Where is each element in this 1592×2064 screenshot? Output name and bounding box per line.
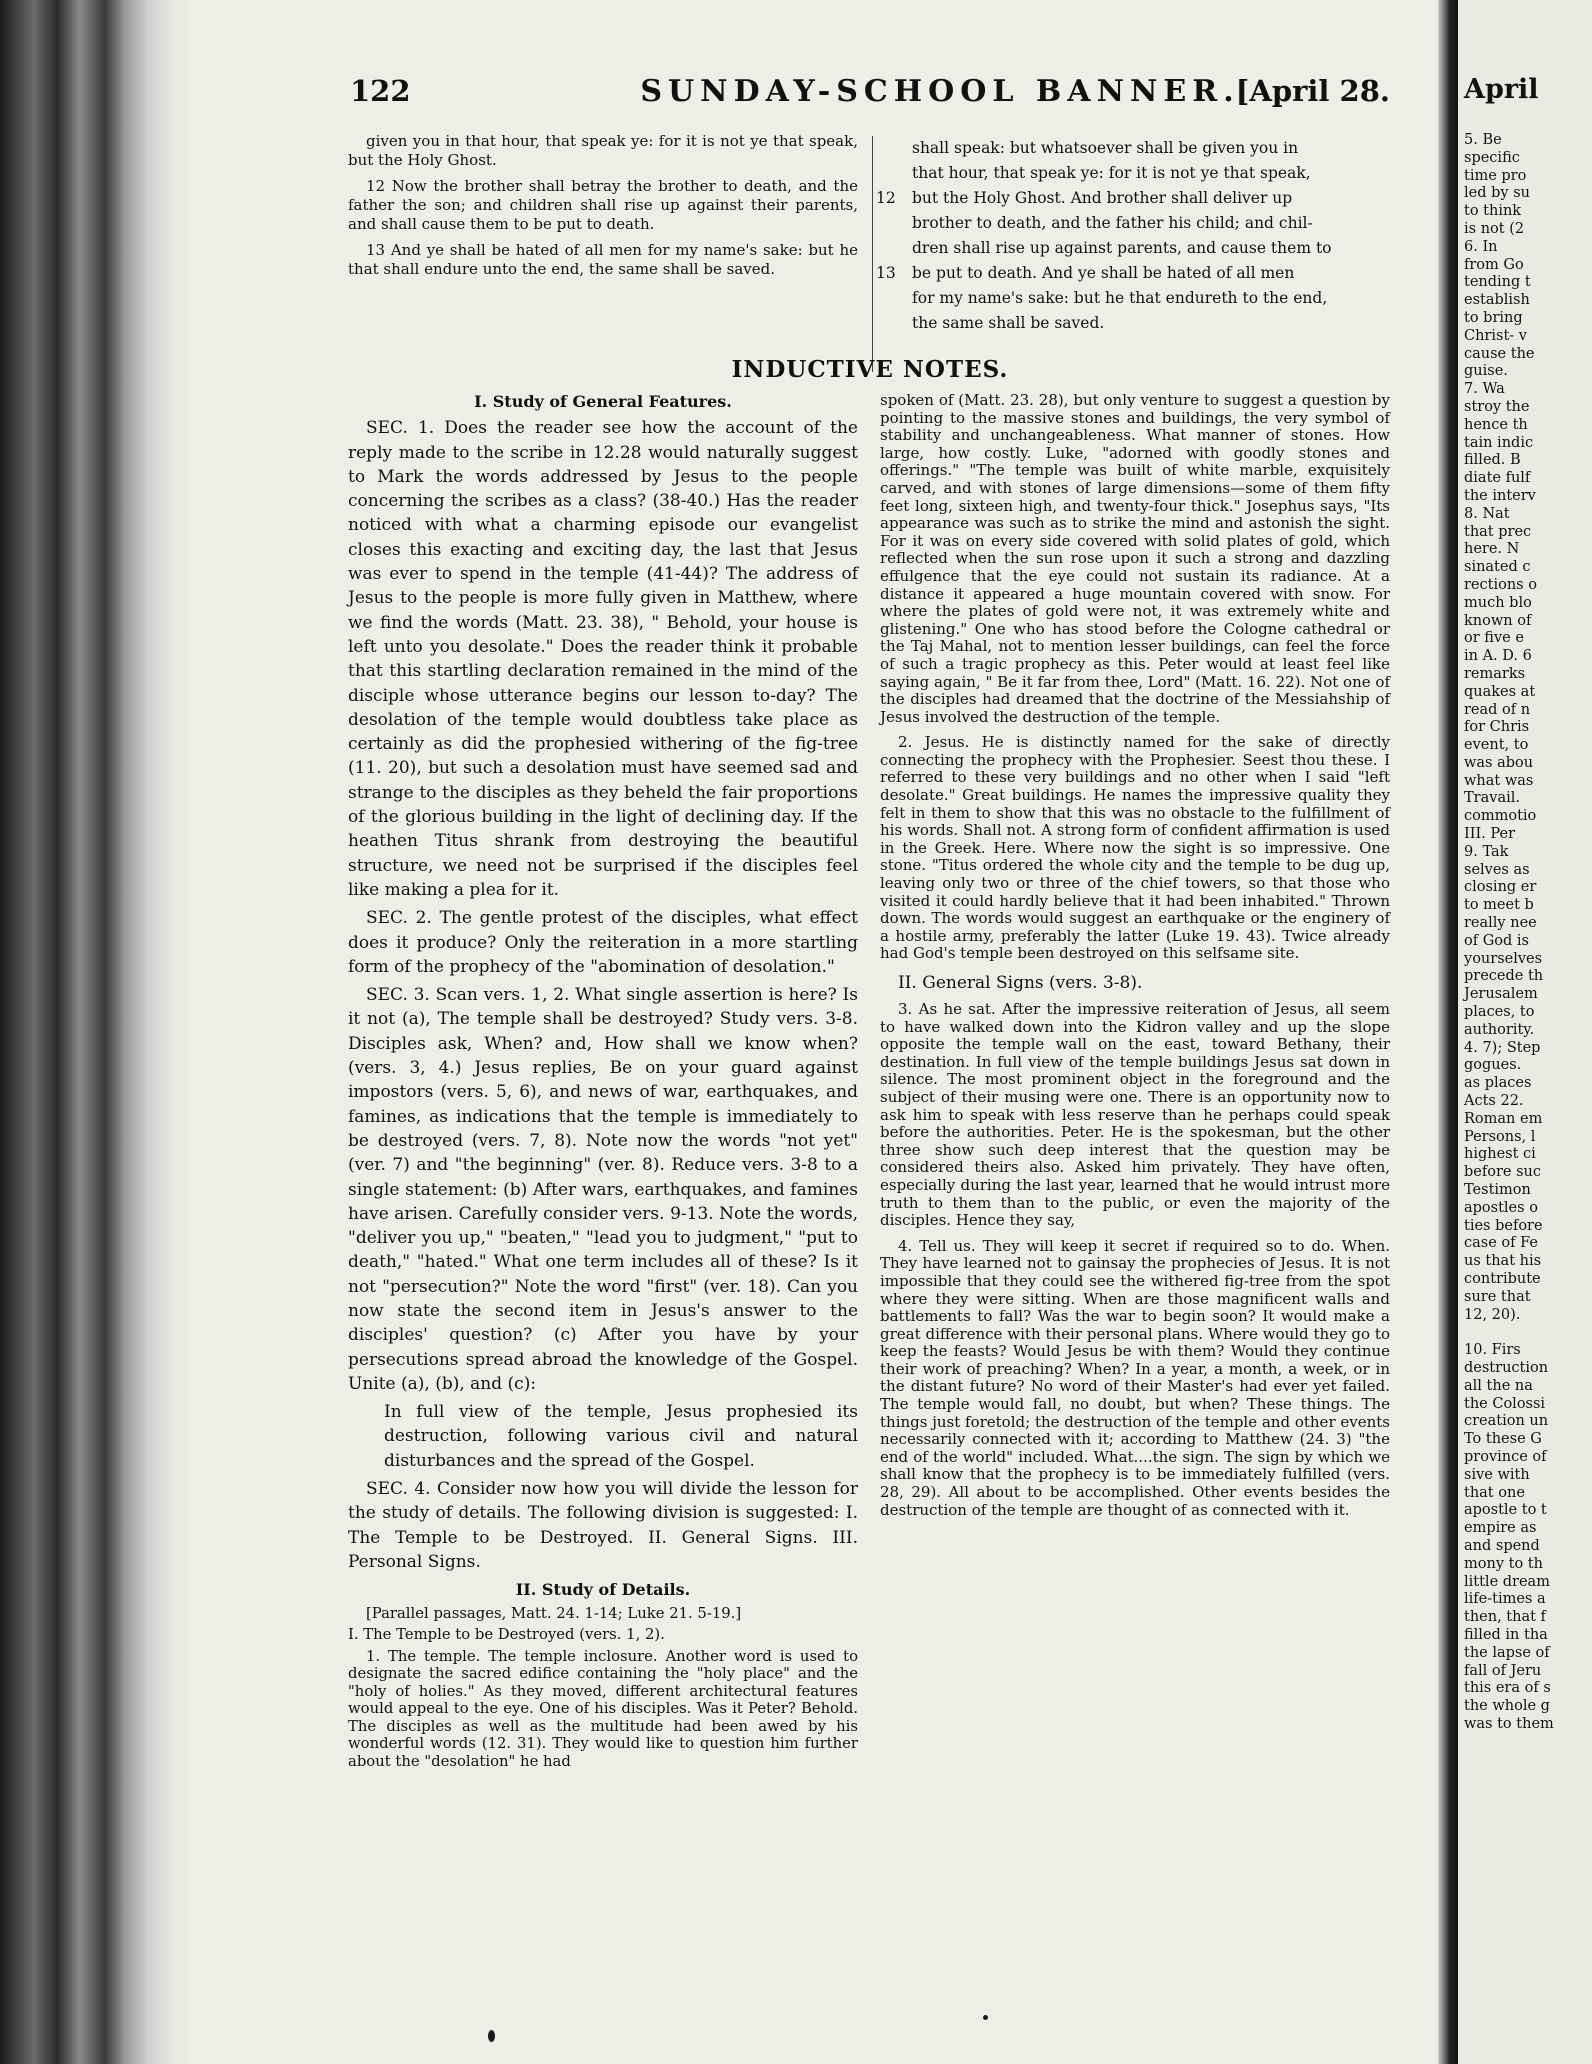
facing-page-line: much blo [1464, 594, 1532, 611]
facing-page-line: sure that [1464, 1288, 1531, 1305]
facing-page-text [1464, 132, 1592, 1734]
running-title: SUNDAY-SCHOOL BANNER. [640, 74, 1240, 109]
verse-line: 13 be put to death. And ye shall be hated of all men [876, 261, 1394, 286]
facing-page-line: 9. Tak [1464, 843, 1509, 860]
facing-page-header: April [1464, 74, 1539, 105]
facing-page-line: apostle to t [1464, 1502, 1547, 1519]
facing-page-line: 8. Nat [1464, 505, 1510, 522]
note-paragraph: 3. As he sat. After the impressive reiteration of Jesus, all seem to have walked down into the Kidron valley and up the slope opposite the temple wall on the east, toward Bethany, their destination. In full view of the temple buildings Jesus sat down in silence. The most prominent object in the foreground and the subject of their musing were one. There is an opportunity now to ask him to speak with less reserve than he perhaps could speak before the authorities. Peter. He is the spokesman, but the other three show such deep interest that the question may be considered theirs also. Asked him privately. They have often, especially during the last year, learned that he would intrust more truth to them than to the public, or even the majority of the disciples. Hence they say, [880, 1000, 1390, 1230]
facing-page-line: apostles o [1464, 1199, 1538, 1216]
facing-page-line: case of Fe [1464, 1235, 1538, 1252]
facing-page-line: To these G [1464, 1431, 1542, 1448]
facing-page-line: was to them [1464, 1715, 1554, 1732]
facing-page-line: ties before [1464, 1217, 1543, 1234]
note-paragraph: spoken of (Matt. 23. 28), but only venture to suggest a question by pointing to the massive stones and buildings, the very symbol of stability and unchangeableness. What manner of stones. How large, how costly. Luke, "adorned with goodly stones and offerings." "The temple was built of white marble, exquisitely carved, and with stones of large dimensions—some of them fifty feet long, sixteen high, and twenty-four thick." Josephus says, "Its appearance was such as to strike the mind and astonish the sight. For it was on every side covered with solid plates of gold, which reflected when the sun rose upon it such a strong and dazzling effulgence that the eye could not sustain its radiance. At a distance it appeared a huge mountain covered with snow. For where the plates of gold were not, it was extremely white and glistening." One who has stood before the Cologne cathedral or the Taj Mahal, not to mention lesser buildings, can feel the force of such a tragic prophecy as this. Peter would at least feel like saying again, " Be it far from thee, Lord" (Matt. 16. 22). Not one of the disciples had dreamed that the doctrine of the Messiahship of Jesus involved the destruction of the temple. [880, 391, 1390, 726]
page-number: 122 [350, 74, 411, 108]
facing-page-line: the lapse of [1464, 1644, 1550, 1661]
facing-page-line: closing er [1464, 879, 1537, 896]
facing-page-line: as places [1464, 1075, 1532, 1092]
section-heading: I. Study of General Features. [474, 392, 732, 411]
facing-page-line: filled. B [1464, 452, 1521, 469]
facing-page-line: 12, 20). [1464, 1306, 1521, 1323]
facing-page-line: for Chris [1464, 719, 1530, 736]
verse-number: 13 [876, 264, 896, 282]
facing-page-line: or five e [1464, 630, 1524, 647]
scripture-authorized-version [348, 132, 858, 286]
facing-page-line: tending t [1464, 274, 1531, 291]
facing-page-line: III. Per [1464, 826, 1516, 843]
note-paragraph: 1. The temple. The temple inclosure. Another word is used to designate the sacred edifice containing the "holy place" and the "holy of holies." As they moved, different architectural features would appeal to the eye. One of his disciples. Was it Peter? Behold. The disciples as well as the multitude had been awed by his wonderful words (12. 31). They would like to question him further about the "desolation" he had [348, 1647, 858, 1770]
facing-page-line: that one [1464, 1484, 1525, 1501]
facing-page-line: cause the [1464, 345, 1535, 362]
facing-page-line: sive with [1464, 1466, 1530, 1483]
facing-page-line: selves as [1464, 861, 1530, 878]
facing-page-line: Travail. [1464, 790, 1520, 807]
facing-page-line: this era of s [1464, 1680, 1551, 1697]
left-column [348, 390, 858, 1774]
facing-page-line: and spend [1464, 1537, 1540, 1554]
facing-page-line: to meet b [1464, 897, 1534, 914]
facing-page-line: then, that f [1464, 1609, 1546, 1626]
facing-page-line: hence th [1464, 416, 1528, 433]
facing-page-line: in A. D. 6 [1464, 648, 1532, 665]
facing-page-line: destruction [1464, 1359, 1549, 1376]
facing-page-line: places, to [1464, 1004, 1535, 1021]
page-header [350, 74, 1390, 118]
facing-page-line: known of [1464, 612, 1532, 629]
facing-page-line: highest ci [1464, 1146, 1536, 1163]
facing-page-line: the whole g [1464, 1698, 1550, 1715]
verse-line: the same shall be saved. [912, 314, 1105, 332]
verse-line: shall speak: but whatsoever shall be given you in [912, 139, 1299, 157]
facing-page-line [1464, 1324, 1592, 1342]
summary-statement: In full view of the temple, Jesus prophesied its destruction, following various civil and natural disturbances and the spread of the Gospel. [384, 1402, 858, 1471]
facing-page-line: the Colossi [1464, 1395, 1546, 1412]
section-paragraph: SEC. 2. The gentle protest of the disciples, what effect does it produce? Only the reiteration in a more startling form of the prophecy of the "abomination of desolation." [348, 908, 858, 977]
facing-page-line: Acts 22. [1464, 1093, 1524, 1110]
facing-page-line: 7. Wa [1464, 381, 1505, 398]
verse-number: 12 [876, 189, 896, 207]
facing-page-line: rections o [1464, 576, 1537, 593]
facing-page-line: remarks [1464, 665, 1526, 682]
page-gutter [1438, 0, 1458, 2064]
section-heading: II. Study of Details. [515, 1580, 691, 1600]
facing-page-line: before suc [1464, 1164, 1541, 1181]
facing-page-line: sinated c [1464, 559, 1531, 576]
facing-page-line: Roman em [1464, 1110, 1543, 1127]
facing-page-line: the interv [1464, 487, 1536, 504]
facing-page-line: yourselves [1464, 950, 1543, 967]
right-column [880, 392, 1390, 1527]
facing-page-line: specific [1464, 149, 1520, 166]
facing-page-line: gogues. [1464, 1057, 1522, 1074]
scripture-revised-version [876, 136, 1394, 336]
facing-page-line: creation un [1464, 1413, 1549, 1430]
facing-page-line: all the na [1464, 1377, 1533, 1394]
scripture-paragraph: given you in that hour, that speak ye: for it is not ye that speak, but the Holy Ghost. [348, 132, 858, 169]
parallel-passages: [Parallel passages, Matt. 24. 1-14; Luke 21. 5-19.] [366, 1604, 742, 1622]
facing-page-fragment [1458, 0, 1592, 2064]
verse-line: for my name's sake: but he that endureth to the end, [912, 289, 1328, 307]
facing-page-line: guise. [1464, 363, 1508, 380]
facing-page-line: really nee [1464, 915, 1537, 932]
verse-line: brother to death, and the father his child; and chil- [912, 214, 1313, 232]
facing-page-line: empire as [1464, 1520, 1537, 1537]
facing-page-line: us that his [1464, 1253, 1542, 1270]
facing-page-line: that prec [1464, 523, 1532, 540]
facing-page-line: establish [1464, 292, 1530, 309]
ink-spot [983, 2015, 988, 2020]
section-paragraph: SEC. 1. Does the reader see how the account of the reply made to the scribe in 12.28 would naturally suggest to Mark the words addressed by Jesus to the people concerning the scribes as a class? (38-40.) Has the reader noticed with what a charming episode our evangelist closes this exacting and exciting day, the last that Jesus was ever to spend in the temple (41-44)? The address of Jesus to the people is more fully given in Matthew, where we find the words (Matt. 23. 38), " Behold, your house is left unto you desolate." Does the reader think it probable that this startling declaration remained in the mind of the disciple whose utterance begins our lesson to-day? The desolation of the temple would doubtless take place as certainly as did the prophesied withering of the fig-tree (11. 20), but such a desolation must have seemed sad and strange to the disciples as they beheld the fair proportions of the glorious building in the light of declining day. If the heathen Titus shrank from destroying the beautiful structure, we need not be surprised if the disciples feel like making a plea for it. [348, 418, 858, 900]
section-paragraph: SEC. 3. Scan vers. 1, 2. What single assertion is here? Is it not (a), The temple shall be destroyed? Study vers. 3-8. Disciples ask, When? and, How shall we know when? (vers. 3, 4.) Jesus replies, Be on your guard against impostors (vers. 5, 6), and news of war, earthquakes, and famines, as indications that the temple is immediately to be destroyed (vers. 7, 8). Note now the words "not yet" (ver. 7) and "the beginning" (ver. 8). Reduce vers. 3-8 to a single statement: (b) After wars, earthquakes, and famines have arisen. Carefully consider vers. 9-13. Note the words, "deliver you up," "beaten," "lead you to judgment," "put to death," "hated." What one term includes all of these? Is it not "persecution?" Note the word "first" (ver. 18). Can you now state the second item in Jesus's answer to the disciples' question? (c) After you have by your persecutions spread abroad the knowledge of the Gospel. Unite (a), (b), and (c): [348, 985, 858, 1394]
facing-page-line: Persons, l [1464, 1128, 1536, 1145]
facing-page-line: is not (2 [1464, 220, 1525, 237]
note-paragraph: 4. Tell us. They will keep it secret if required so to do. When. They have learned not to gainsay the prophecies of Jesus. It is not impossible that they could see the withered fig-tree from the spot where they were sitting. When are those magnificent walls and battlements to fall? Was the war to begin soon? It would make a great difference with their personal plans. Where would they go to keep the feasts? Would Jesus be with them? Would they continue their work of preaching? When? In a year, a month, a week, or in the distant future? No word of their Master's had ever yet failed. The temple would fall, no doubt, but when? These things. The things just foretold; the destruction of the temple and other events necessarily connected with it; according to Matthew (24. 3) "the end of the world" included. What....the sign. The sign by which we shall know that the prophecy is to be immediately fulfilled (vers. 28, 29). All about to be accomplished. Other events besides the destruction of the temple are thought of as connected with it. [880, 1236, 1390, 1519]
note-paragraph: 2. Jesus. He is distinctly named for the sake of directly connecting the prophecy with the Prophesier. Seest thou these. I referred to these very buildings and no other when I said "left desolate." Great buildings. He names the impressive quality they felt in them to show that this was no obstacle to the fulfillment of his words. Shall not. A strong form of confident affirmation is used in the Greek. Here. Where now the sight is so impressive. One stone. "Titus ordered the whole city and the temple to be dug up, leaving only two or three of the chief towers, so that those who visited it could hardly believe that it had been inhabited." Thrown down. The words would suggest an earthquake or the enginery of a hostile army, preferably the latter (Luke 19. 43). Twice already had God's temple been destroyed on this selfsame site. [880, 733, 1390, 963]
facing-page-line: Christ- v [1464, 327, 1527, 344]
facing-page-line: quakes at [1464, 683, 1536, 700]
section-paragraph: SEC. 4. Consider now how you will divide the lesson for the study of details. The following division is suggested: I. The Temple to be Destroyed. II. General Signs. III. Personal Signs. [348, 1479, 858, 1572]
facing-page-line: to think [1464, 203, 1522, 220]
facing-page-line: time pro [1464, 167, 1527, 184]
scripture-paragraph: 12 Now the brother shall betray the brother to death, and the father the son; and children shall rise up against their parents, and shall cause them to be put to death. [348, 177, 858, 233]
facing-page-line: 6. In [1464, 238, 1498, 255]
facing-page-line: diate fulf [1464, 470, 1531, 487]
book-binding-edge [0, 0, 190, 2064]
facing-page-line: precede th [1464, 968, 1544, 985]
verse-line: dren shall rise up against parents, and cause them to [912, 239, 1332, 257]
facing-page-line: contribute [1464, 1271, 1541, 1287]
subsection-heading: I. The Temple to be Destroyed (vers. 1, 2). [348, 1626, 665, 1644]
verse-line: 12 but the Holy Ghost. And brother shall deliver up [876, 186, 1394, 211]
facing-page-line: filled in tha [1464, 1626, 1548, 1643]
facing-page-line: mony to th [1464, 1555, 1543, 1572]
facing-page-line: what was [1464, 772, 1534, 789]
facing-page-line: Jerusalem [1464, 986, 1538, 1003]
issue-date: [April 28. [1235, 74, 1390, 108]
facing-page-line: authority. [1464, 1021, 1535, 1038]
facing-page-line: fall of Jeru [1464, 1662, 1542, 1679]
section-title: INDUCTIVE NOTES. [731, 356, 1009, 383]
ink-spot [488, 2030, 495, 2042]
facing-page-line: commotio [1464, 808, 1537, 825]
subsection-heading: II. General Signs (vers. 3-8). [898, 973, 1143, 993]
facing-page-line: 4. 7); Step [1464, 1039, 1541, 1056]
facing-page-line: 10. Firs [1464, 1342, 1521, 1359]
facing-page-line: tain indic [1464, 434, 1534, 451]
facing-page-line: read of n [1464, 701, 1531, 718]
facing-page-line: life-times a [1464, 1591, 1546, 1608]
facing-page-line: to bring [1464, 309, 1523, 326]
facing-page-line: event, to [1464, 737, 1529, 754]
facing-page-line: was abou [1464, 754, 1534, 771]
facing-page-line: from Go [1464, 256, 1524, 273]
facing-page-line: Testimon [1464, 1182, 1531, 1199]
facing-page-line: 5. Be [1464, 132, 1502, 148]
facing-page-line: province of [1464, 1448, 1547, 1465]
facing-page-line: stroy the [1464, 398, 1530, 415]
column-divider [872, 136, 873, 372]
facing-page-line: led by su [1464, 185, 1530, 202]
scripture-paragraph: 13 And ye shall be hated of all men for my name's sake: but he that shall endure unto the end, the same shall be saved. [348, 241, 858, 278]
facing-page-line: here. N [1464, 541, 1520, 558]
facing-page-line: little dream [1464, 1573, 1550, 1590]
verse-line: that hour, that speak ye: for it is not ye that speak, [912, 164, 1311, 182]
facing-page-line: of God is [1464, 932, 1529, 949]
